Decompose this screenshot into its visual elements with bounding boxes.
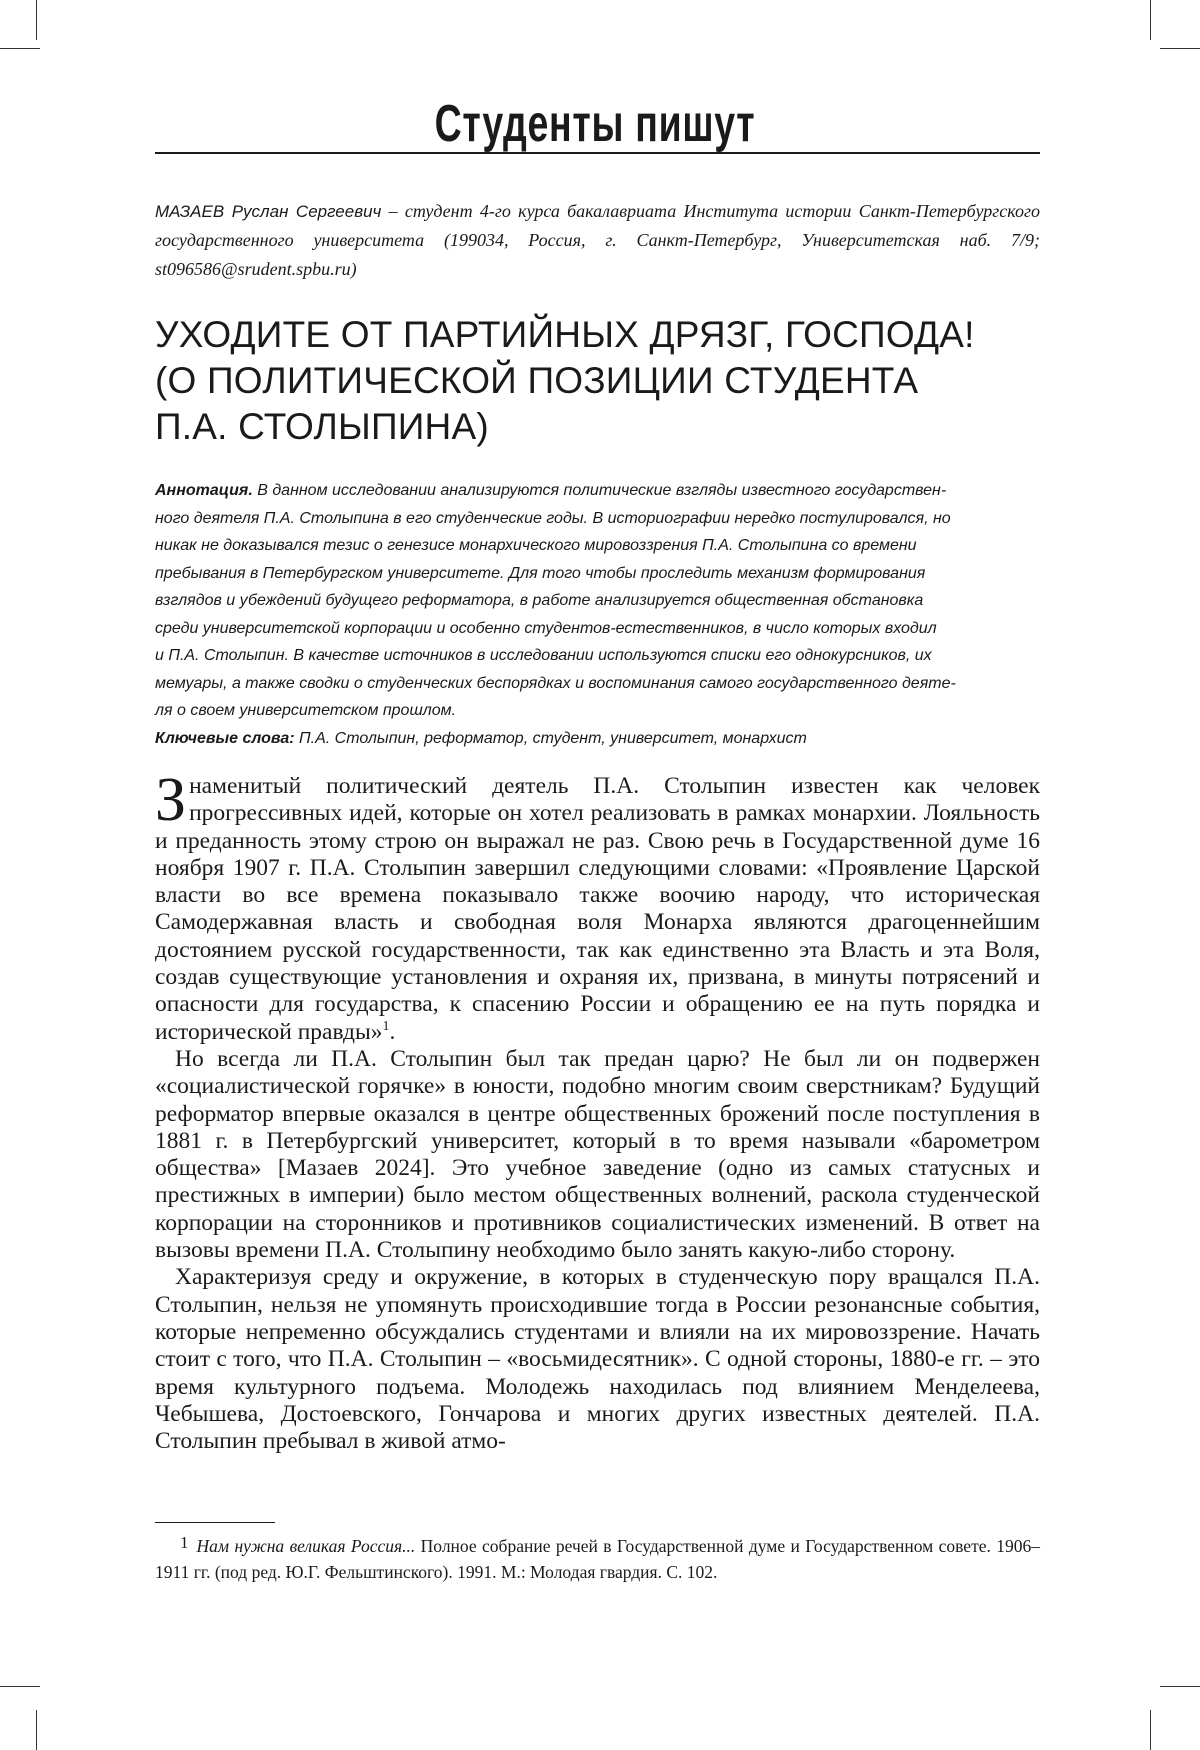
crop-mark-bottom-right-h [1160,1686,1200,1687]
paragraph-2: Но всегда ли П.А. Столыпин был так предан царю? Не был ли он подвержен «социалистической горячке» в юности, подобно многим своим сверстникам? Будущий реформатор впервые оказался в центре общественных брожений после поступления в 1881 г. в Петербургский университет, который в то время называли «барометром общества» [Мазаев 2024]. Это учебное заведение (одно из самых статусных и престижных в империи) было местом общественных волнений, раскола студенческой корпорации на сторонников и противников социалистических изменений. В ответ на вызовы времени П.А. Столыпину необходимо было занять какую-либо сторону. [155,1046,1040,1264]
footnote-number: 1 [155,1533,197,1552]
author-affiliation: – студент 4-го курса бакалавриата Института истории Санкт-Петербургского государственного университета (199034, Россия, г. Санкт-Петербург, Университетская наб. 7/9; st096586@srudent.spbu.ru) [155,201,1040,279]
abstract-line: взглядов и убеждений будущего реформатора, в работе анализируется общественная обстановка [155,587,1040,615]
crop-mark-bottom-left [36,1710,37,1750]
article-title-line-2: (О ПОЛИТИЧЕСКОЙ ПОЗИЦИИ СТУДЕНТА [155,358,1040,404]
abstract-line: мемуары, а также сводки о студенческих беспорядках и воспоминания самого государственного деяте- [155,670,1040,698]
keywords-text: П.А. Столыпин, реформатор, студент, университет, монархист [295,730,807,747]
crop-mark-top-left [36,0,37,40]
paragraph-1: З наменитый политический деятель П.А. Столыпин известен как человек прогрессивных идей, которые он хотел реализовать в рамках монархии. Лояльность и преданность этому строю он выражал не раз. Свою речь в Государственной думе 16 ноября 1907 г. П.А. Столыпин завершил следующими словами: «Проявление Царской власти во все времена показывало также воочию народу, что историческая Самодержавная власть и свободная воля Монарха являются драгоценнейшим достоянием русской государственности, так как единственно эта Власть и эта Воля, создав существующие установления и охраняя их, призвана, в минуты потрясений и опасности для государства, к спасению России и обращению ее на путь порядка и исторической правды»1. [155,773,1040,1046]
section-title: Студенты пишут [275,92,916,156]
article-title-line-1: УХОДИТЕ ОТ ПАРТИЙНЫХ ДРЯЗГ, ГОСПОДА! [155,312,1040,358]
abstract-line: Аннотация. В данном исследовании анализируются политические взгляды известного государствен- [155,477,1040,505]
footnote-text: Полное собрание речей в Государственной думе и Государственном совете. 1906–1911 гг. (под ред. Ю.Г. Фельштинского). 1991. М.: Молодая гвардия. С. 102. [155,1536,1040,1582]
abstract-line: ного деятеля П.А. Столыпина в его студенческие годы. В историографии нередко постулировался, но [155,505,1040,533]
crop-mark-top-right-h [1160,48,1200,49]
drop-cap: З [155,775,189,825]
section-rule [155,152,1040,154]
keywords [155,725,1040,753]
footnote-ref: 1 [383,1019,390,1034]
article-title [155,312,1040,450]
crop-mark-bottom-left-h [0,1686,40,1687]
article-title-line-3: П.А. СТОЛЫПИНА) [155,404,1040,450]
crop-mark-top-left-h [0,48,40,49]
abstract-line: среди университетской корпорации и особенно студентов-естественников, в число которых входил [155,615,1040,643]
crop-mark-bottom-right [1150,1710,1151,1750]
article-body [155,773,1040,1455]
abstract-line: ля о своем университетском прошлом. [155,697,1040,725]
footnote-title: Нам нужна великая Россия... [197,1536,416,1556]
abstract-label: Аннотация. [155,482,253,499]
abstract-line: пребывания в Петербургском университете. Для того чтобы проследить механизм формирования [155,560,1040,588]
author-info [155,197,1040,284]
author-name: МАЗАЕВ Руслан Сергеевич [155,202,381,221]
abstract-line: и П.А. Столыпин. В качестве источников в исследовании используются списки его однокурсников, их [155,642,1040,670]
abstract-line: никак не доказывался тезис о генезисе монархического мировоззрения П.А. Столыпина со времени [155,532,1040,560]
footnote-rule [155,1522,275,1523]
footnote [155,1530,1040,1585]
crop-mark-top-right [1150,0,1151,40]
abstract [155,477,1040,752]
paragraph-3: Характеризуя среду и окружение, в которых в студенческую пору вращался П.А. Столыпин, нельзя не упомянуть происходившие тогда в России резонансные события, которые непременно обсуждались студентами и влияли на их мировоззрение. Начать стоит с того, что П.А. Столыпин – «восьмидесятник». С одной стороны, 1880-е гг. – это время культурного подъема. Молодежь находилась под влиянием Менделеева, Чебышева, Достоевского, Гончарова и многих других известных деятелей. П.А. Столыпин пребывал в живой атмо- [155,1264,1040,1455]
keywords-label: Ключевые слова: [155,730,295,747]
